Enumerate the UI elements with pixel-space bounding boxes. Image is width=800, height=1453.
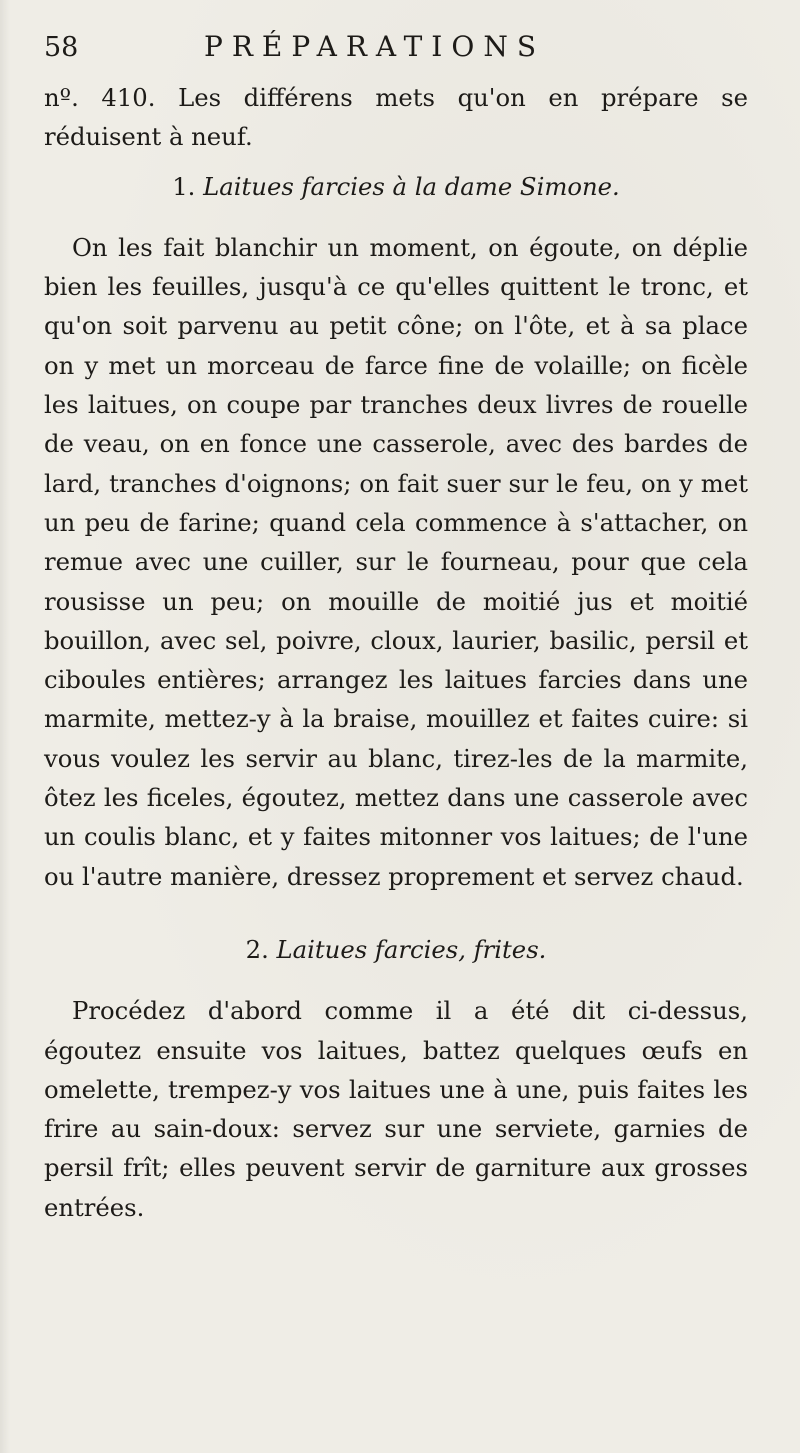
section-2-body: Procédez d'abord comme il a été dit ci-dessus, égoutez ensuite vos laitues, battez quelques œufs en omelette, trempez-y vos laitues une à une, puis faites les frire au sain-doux: servez sur une serviete, garnies de persil frît; elles peuvent servir de garniture aux grosses entrées.: [44, 996, 748, 1222]
section-1-title: [44, 167, 748, 206]
section-1-body: On les fait blanchir un moment, on égoute, on déplie bien les feuilles, jusqu'à ce qu'elles quittent le tronc, et qu'on soit parvenu au petit cône; on l'ôte, et à sa place on y met un morceau de farce fine de volaille; on ficèle les laitues, on coupe par tranches deux livres de rouelle de veau, on en fonce une casserole, avec des bardes de lard, tranches d'oignons; on fait suer sur le feu, on y met un peu de farine; quand cela commence à s'attacher, on remue avec une cuiller, sur le fourneau, pour que cela rousisse un peu; on mouille de moitié jus et moitié bouillon, avec sel, poivre, cloux, laurier, basilic, persil et ciboules entières; arrangez les laitues farcies dans une marmite, mettez-y à la braise, mouillez et faites cuire: si vous voulez les servir au blanc, tirez-les de la marmite, ôtez les ficeles, égoutez, mettez dans une casserole avec un coulis blanc, et y faites mitonner vos laitues; de l'une ou l'autre manière, dressez proprement et servez chaud.: [44, 232, 748, 891]
section-2-heading: Laitues farcies, frites.: [276, 934, 547, 964]
page-header: [44, 24, 748, 70]
intro-paragraph: nº. 410. Les différens mets qu'on en prépare se réduisent à neuf.: [44, 83, 748, 152]
bottom-margin: [44, 1227, 748, 1317]
page-number: 58: [44, 32, 79, 63]
section-1-number: 1.: [172, 171, 196, 201]
section-1-heading: Laitues farcies à la dame Simone.: [203, 171, 620, 201]
section-2-title: [44, 930, 748, 969]
running-title: PRÉPARATIONS: [204, 30, 545, 63]
section-2-number: 2.: [245, 934, 269, 964]
